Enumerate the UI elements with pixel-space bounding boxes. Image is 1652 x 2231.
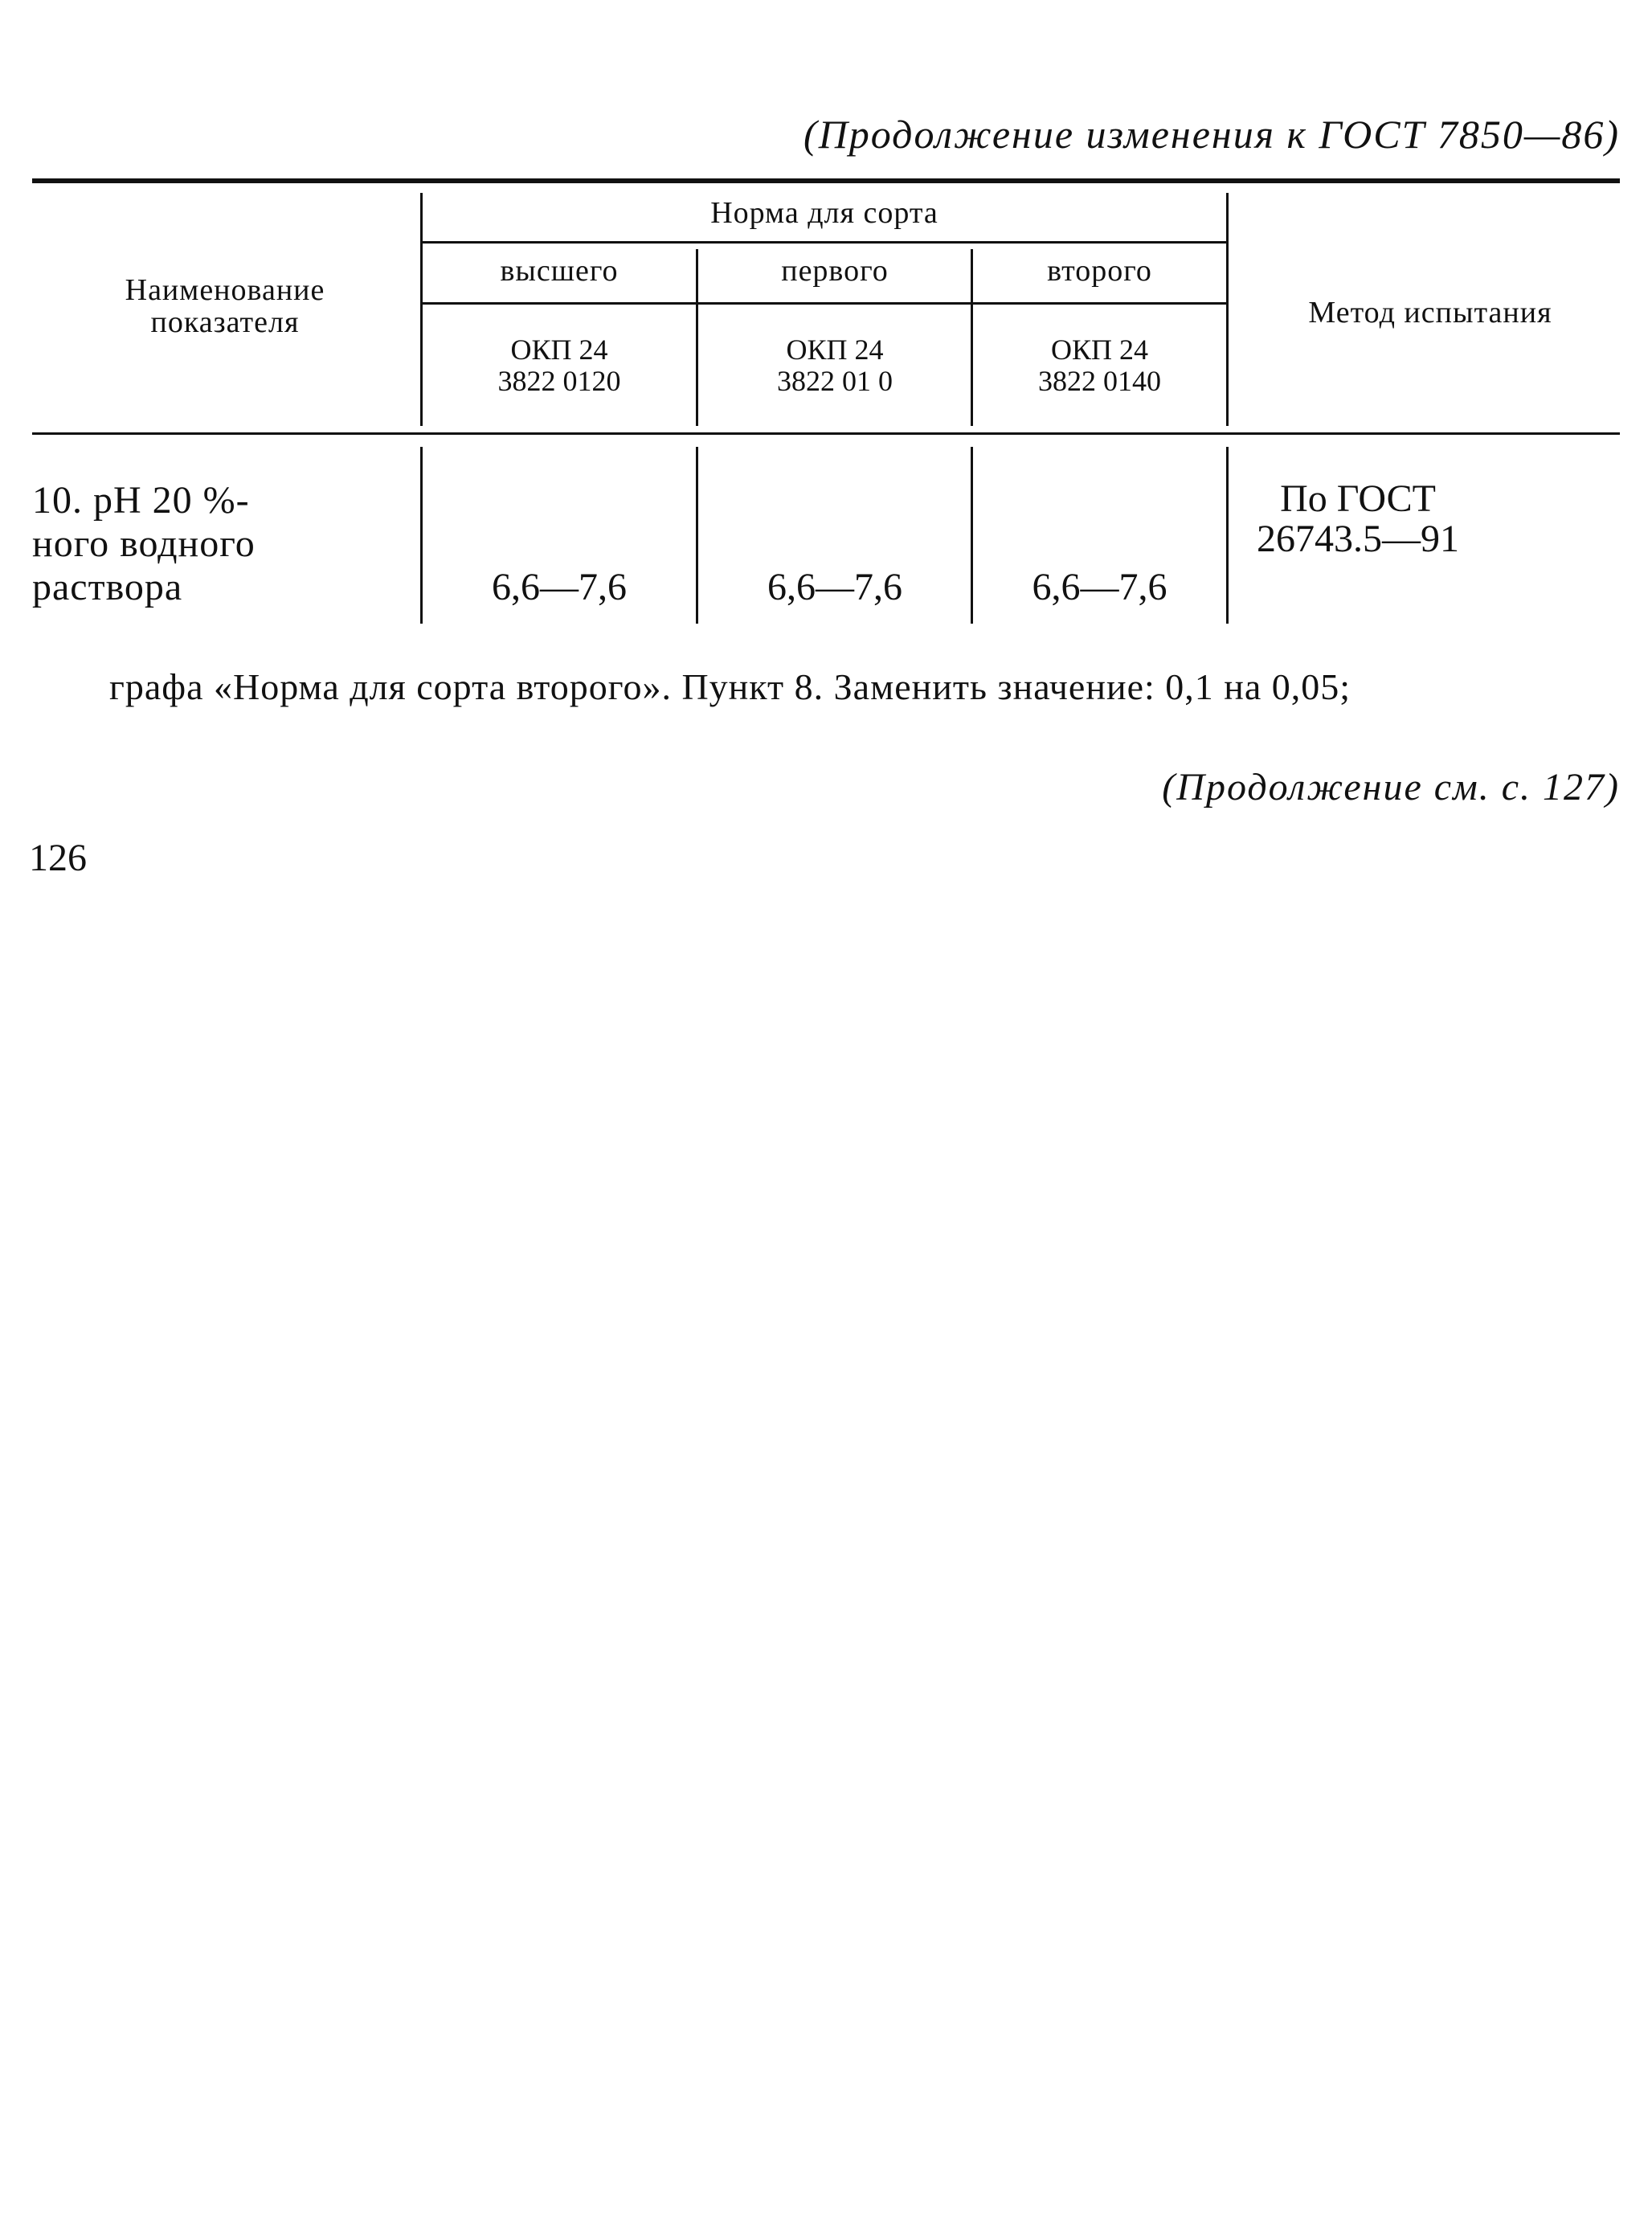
- table-top-border: [32, 178, 1620, 183]
- header-grade-first: первого: [781, 254, 889, 288]
- table-divider: [1226, 447, 1229, 624]
- indicator-ph: 10. pH 20 %- ного водного раствора: [32, 479, 256, 608]
- okp-code-highest: ОКП 24 3822 0120: [497, 334, 621, 397]
- value-second: 6,6—7,6: [1032, 566, 1167, 608]
- header-norm-group: Норма для сорта: [710, 196, 938, 230]
- okp-code-first: ОКП 24 3822 01 0: [777, 334, 893, 397]
- header-method: Метод испытания: [1308, 296, 1552, 330]
- value-highest: 6,6—7,6: [492, 566, 627, 608]
- header-grade-highest: высшего: [500, 254, 619, 288]
- table-header-border: [32, 432, 1620, 435]
- page-number: 126: [29, 837, 87, 879]
- header-grade-second: второго: [1047, 254, 1152, 288]
- page-header: (Продолжение изменения к ГОСТ 7850—86): [804, 112, 1620, 157]
- value-first: 6,6—7,6: [767, 566, 902, 608]
- amendment-text-content: графа «Норма для сорта второго». Пункт 8. Заменить значение: 0,1 на 0,05;: [109, 666, 1351, 707]
- method-ph: По ГОСТ 26743.5—91: [1257, 477, 1459, 561]
- continuation-note: (Продолжение см. с. 127): [1162, 766, 1620, 808]
- table-divider: [423, 302, 1226, 305]
- table-divider: [1226, 193, 1229, 426]
- amendment-text: [32, 657, 1620, 718]
- table-divider: [423, 241, 1226, 244]
- okp-code-second: ОКП 24 3822 0140: [1038, 334, 1161, 397]
- header-indicator: Наименование показателя: [125, 273, 325, 339]
